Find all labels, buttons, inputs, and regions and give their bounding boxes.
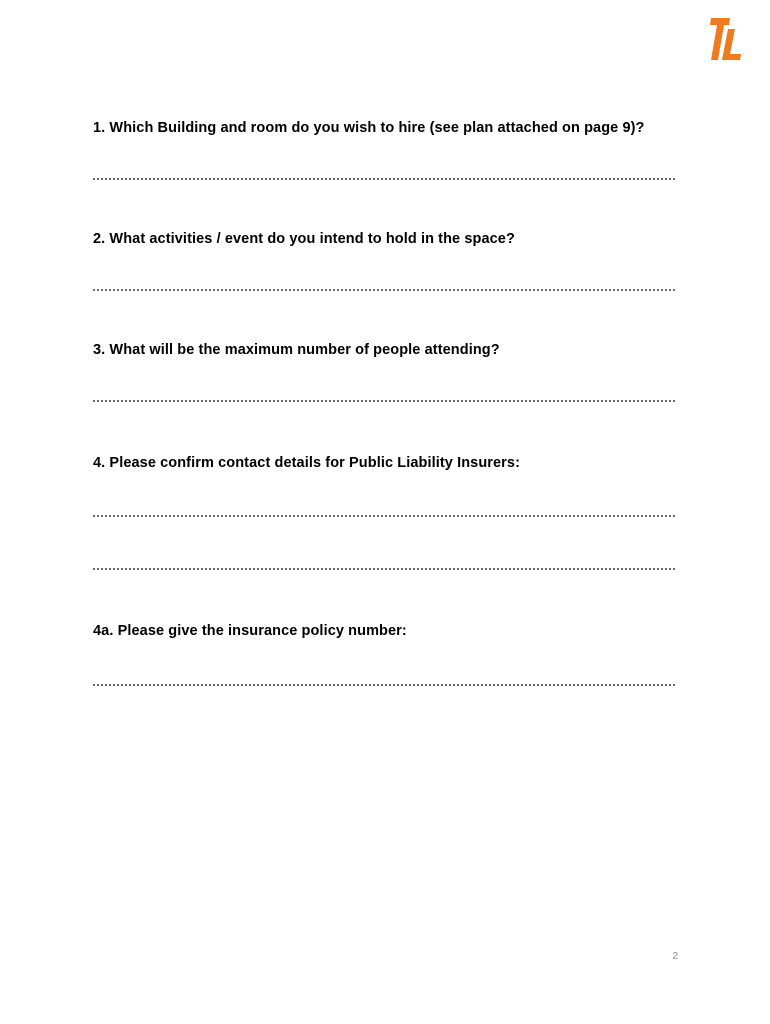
question-insurer-contact: 4. Please confirm contact details for Public Liability Insurers: bbox=[93, 455, 521, 471]
question-activities: 2. What activities / event do you intend to hold in the space? bbox=[93, 231, 515, 247]
tl-monogram-icon bbox=[706, 16, 746, 62]
answer-field-policy-number[interactable] bbox=[93, 674, 675, 686]
answer-field-building-room[interactable] bbox=[93, 168, 675, 180]
page-number: 2 bbox=[672, 951, 678, 962]
question-building-room: 1. Which Building and room do you wish to hire (see plan attached on page 9)? bbox=[93, 120, 645, 136]
answer-field-insurer-contact-1[interactable] bbox=[93, 505, 675, 517]
answer-field-activities[interactable] bbox=[93, 279, 675, 291]
question-max-attendees: 3. What will be the maximum number of people attending? bbox=[93, 342, 500, 358]
answer-field-insurer-contact-2[interactable] bbox=[93, 558, 675, 570]
question-policy-number: 4a. Please give the insurance policy number: bbox=[93, 623, 407, 639]
answer-field-max-attendees[interactable] bbox=[93, 390, 675, 402]
